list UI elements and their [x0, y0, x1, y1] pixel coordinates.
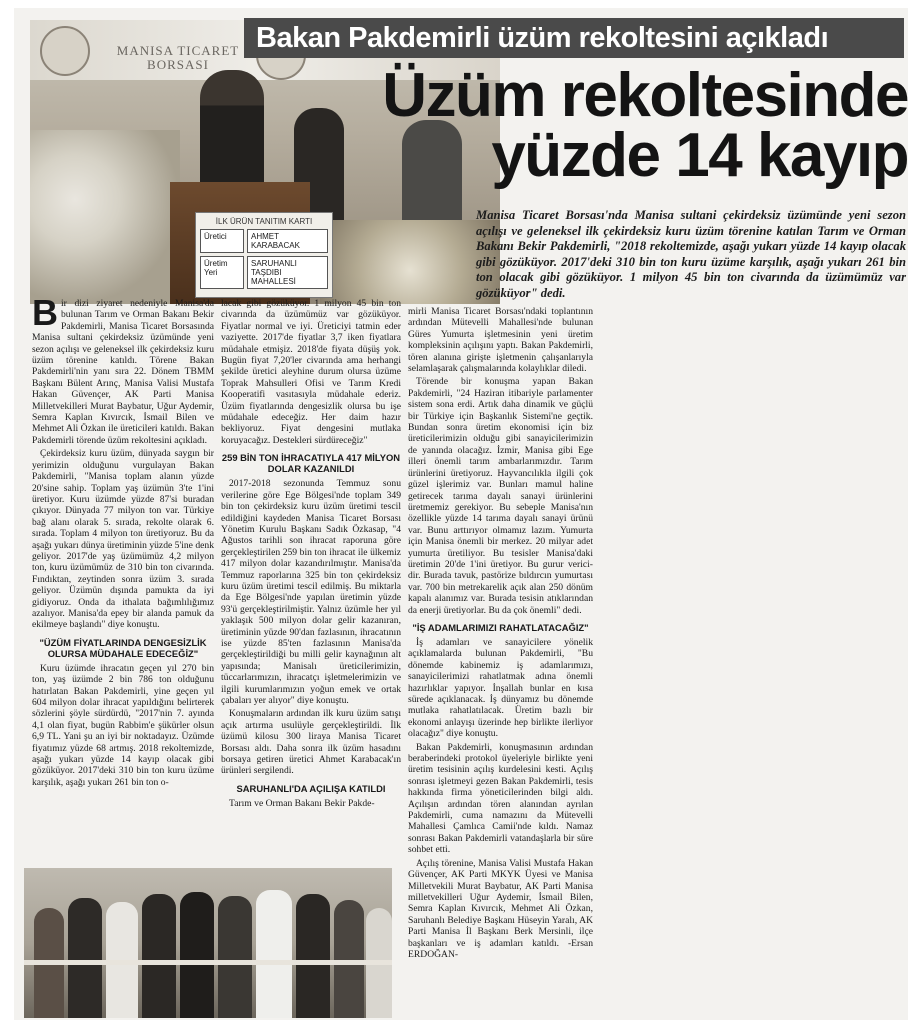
- card-row: [200, 256, 328, 289]
- subheading: "İŞ ADAMLARIMIZI RAHATLATACAĞIZ": [412, 621, 589, 633]
- article-column-2: [221, 298, 401, 811]
- attendee-figure: [334, 900, 364, 1018]
- photo-banner-text: MANISA TICARET BORSASI: [116, 43, 240, 72]
- paragraph: Kuru üzümde ihracatın geçen yıl 270 bin ton, yaş üzümde 2 bin 786 ton olduğunu hatırlatan Bakan Pakdemirli, yine geçen yıl 604 milyon dolar ihracat yapıldığını belirterek sözlerini şöyle sürdürdü, "2017'nin 7. ayında 4,1 olan fiyat, bugün Rabbim'e şükürler olsun 6,9 TL. Yani şu an iyi bir noktadayız. Üzümde fiyatımız yüzde 68 artmış. 2018 rekoltemizde, aşağı yukarı yüzde 14 kayıp olacak gibi gözüküyor. 2017'deki 310 bin ton kuru üzüme karşılık, aşağı yukarı 261 bin ton o-: [32, 662, 214, 788]
- article-column-1: [32, 292, 214, 790]
- kicker-bar: [244, 18, 904, 58]
- attendee-figure: [142, 894, 176, 1018]
- drop-cap: B: [32, 292, 58, 333]
- speaker-figure: [200, 70, 264, 188]
- lede-paragraph: Manisa Ticaret Borsası'nda Manisa sultani çekirdeksiz üzümünde yeni sezon açılışı ve geleneksel ilk çekirdeksiz kuru üzüm törenine katılan Tarım ve Orman Bakanı Bekir Pakdemirli, "2018 rekoltemizde, aşağı yukarı yüzde 14 kayıp olacak gibi gözüküyor. 2017'deki 310 bin ton kuru üzüme karşılık, aşağı yukarı 261 bin ton olacak gibi gözüküyor. 1 milyon 45 bin ton civarında da üzümümüz var gözüküyor" dedi.: [476, 208, 906, 300]
- card-title: İLK ÜRÜN TANITIM KARTI: [215, 217, 313, 226]
- flower-display: [30, 130, 180, 304]
- attendee-figure: [296, 894, 330, 1018]
- ribbon-cutting-photo: [24, 868, 392, 1018]
- paragraph: Tarım ve Orman Bakanı Bekir Pakde-: [229, 797, 375, 809]
- attendee-figure: [256, 890, 292, 1018]
- product-card: [195, 212, 333, 298]
- paragraph: Törende bir konuşma yapan Bakan Pakdemirli, "24 Haziran itibariyle parlamenter sistem sona erdi. Artık daha dinamik ve güçlü bir Türkiye için Başkanlık Sistemi'ne geçtik. Bundan sonra üretim ekonomisi için biz üreticilerimizin olduğu gibi sanayicilerimizin de yanında olacağız. İzmir, Manisa gibi Ege illeri önemli tarım ambarlarımızdır. Tarım ürünlerini üretiyoruz. Hayvancılıkla ilgili çok güzel işlerimiz var. Bunları mamul haline getirecek tarıma dayalı sanayi ürünlerini üretmemiz gerekiyor. Bu sebeple Manisa'nın özellikle yüzde 14 tarıma dayalı sanayi ürünü var. Bunu arttırıyor olmamız lazım. Yumurta için Manisa önemli bir merkez. 20 milyar adet yumurta üretiliyor. Bu tesisler Manisa'daki üretimin 20'de 1'ini üretiyor. Bu gurur verici-dir. Burada tavuk, pastörize bıldırcın yumurtası var. 700 bin metrekarelik açık alan 250 dönüm kapalı alanımız var. Burada tesisin atıklarından da enerji üretiyorlar. Bu da çok önemli" dedi.: [408, 376, 593, 616]
- card-value: SARUHANLI TAŞDIBI MAHALLESİ: [247, 256, 328, 289]
- newspaper-page: [14, 8, 908, 1020]
- paragraph: lacak gibi gözüküyor. 1 milyon 45 bin ton civarında da üzümümüz var gözüküyor. Fiyatlar normal ve iyi. Üreticiyi tatmin eder vaziyette. 2017'de fiyatlar 3,7 iken fiyatlara müdahale etmişiz. 2018'de fiyata düşüş yok. Bugün fiyat 7,20'ler civarında ama herhangi şekilde üretici aleyhine durum olursa üzüme Toprak Mahsulleri Ofisi ve Tarım Kredi Kooperatifi vasıtasıyla müdahale ederiz. Üzüm fiyatlarında dengesizlik olursa bu işe müdahale edeceğiz. Her daim hazır bekliyoruz. Fiyat dengesini mutlaka koruyacağız. Destekleri sürdüreceğiz": [221, 298, 401, 446]
- card-label: Üretim Yeri: [200, 256, 244, 289]
- paragraph-text: ir dizi ziyaret nedeniyle Manisa'da bulunan Tarım ve Orman Bakanı Bekir Pakdemirli, Manisa Ticaret Borsasında Manisa sultani çekirdeksiz üzümünde yeni sezon açılışı ve geleneksel ilk çekirdeksiz kuru üzüm törenine katıldı. Törene Bakan Pakdemirli'nin yanı sıra 22. Dönem TBMM Başkanı Bülent Arınç, Manisa Valisi Mustafa Hakan Güvençer, AK Parti Manisa Milletvekilleri Murat Baybatur, Uğur Aydemir, Semra Kaplan Kıvırcık, İsmail Bilen ve Mehmet Ali Özkan ile üreticileri katıldı. Bakan Pakdemirli törende üzüm rekoltesini açıkladı.: [32, 298, 214, 446]
- paragraph: [32, 292, 214, 446]
- card-row: [200, 229, 328, 253]
- subheading: SARUHANLI'DA AÇILIŞA KATILDI: [236, 782, 386, 794]
- paragraph: Konuşmaların ardından ilk kuru üzüm satışı açık artırma usulüyle gerçekleştirildi. İlk üzümü kilosu 300 liraya Manisa Ticaret Borsası aldı. Daha sonra ilk üzüm hasadını borsaya getiren üretici Ahmet Karabacak'ın ürünleri sergilendi.: [221, 708, 401, 777]
- attendee-figure: [68, 898, 102, 1018]
- seal-icon: [40, 26, 90, 76]
- headline-line: yüzde 14 kayıp: [491, 121, 908, 190]
- article-column-3: [408, 306, 593, 962]
- paragraph: Bakan Pakdemirli, konuşmasının ardından beraberindeki protokol üyeleriyle birlikte yeni üretim tesisinin açılış kurdelesini kesti. Açılış sonrası işletmeyi gezen Bakan Pakdemirli, tesis hakkında firma yöneticilerinden bilgi aldı. Açılışın ardından tören alanından ayrılan Pakdemirli, cuma namazını da Mütevelli Mahallesi Çamlıca Camii'nde kıldı. Namaz sonrası Bakan Pakdemirli vatandaşlarla bir süre sohbet etti.: [408, 741, 593, 856]
- card-value: AHMET KARABACAK: [247, 229, 328, 253]
- paragraph: 2017-2018 sezonunda Temmuz sonu verilerine göre Ege Bölgesi'nde toplam 349 bin ton çekirdeksiz kuru üzüm üretimi tescil edildiğini kaydeden Manisa Ticaret Borsası Yönetim Kurulu Başkanı Sadık Özkasap, "4 Ağustos tarihli son ihracat raporuna göre gerçekleştirilen 259 bin ton ihracat ile ülkemiz 417 milyon dolar kazandırılmıştır. Manisa'da Temmuz raporlarına 325 bin ton çekirdeksiz kuru üzüm üretimi tescil edilmiş. Bu miktarla da Ege Bölgesi'nde yapılan üretimin yüzde 93'ü gerçekleştirilmiştir. Yalnız üzümle her yıl yaklaşık 500 milyon dolar gelir kazanıran, üretiminin yüzde 90'dan fazlasının, ihracatının ise yüzde 85'ten fazlasının Manisa'da gerçekleştirildiği bu milli gelir kaynağının alt yapısında; Manisalı üreticilerimizin, tüccarlarımızın, ihracatçı işletmelerimizin ve ilgili kurumlarımızın yoğun emek ve ortak çabaları yer alıyor" diye konuştu.: [221, 478, 401, 706]
- paragraph: mirli Manisa Ticaret Borsası'ndaki toplantının ardından Mütevelli Mahallesi'nde bulunan Güres Yumurta işletmesinin yeni üretim kompleksinin açılışını yaptı. Bakan Pakdemirli, tören alanına girişte işletmenin çalışanlarıyla selamlaşarak çalışmalarında kolaylıklar diledi.: [408, 306, 593, 375]
- kicker-text: Bakan Pakdemirli üzüm rekoltesini açıkladı: [256, 22, 829, 54]
- card-label: Üretici: [200, 229, 244, 253]
- paragraph: İş adamları ve sanayicilere yönelik açıklamalarda bulunan Pakdemirli, "Bu dönemde kabinemiz iş adamlarımızı, sanayicilerimizi rahatlatmak adına önemli hazırlıklar yapıyor. İnşallah bunlar en kısa sürede açıklanacak. İş dünyamız bu dönemde mutlaka rahatlatılacak. Üretim bazlı bir ekonomi anlayışı üzerinde hep birlikte ilerliyor olacağız" diye konuştu.: [408, 636, 593, 740]
- headline-line: Üzüm rekoltesinde: [382, 61, 908, 130]
- paragraph: Açılış törenine, Manisa Valisi Mustafa Hakan Güvençer, AK Parti MKYK Üyesi ve Manisa Milletvekili Murat Baybatur, AK Parti Manisa milletvekilleri Uğur Aydemir, İsmail Bilen, Semra Kaplan Kıvırcık, Mehmet Ali Özkan, Saruhanlı Belediye Başkanı Hüseyin Yaralı, AK Parti Manisa İl Başkanı Berk Mersinli, ilçe başkanları ve iş adamları katıldı. -Ersan ERDOĞAN-: [408, 857, 593, 960]
- attendee-figure: [180, 892, 214, 1018]
- subheading: 259 BİN TON İHRACATIYLA 417 MİLYON DOLAR KAZANILDI: [221, 452, 401, 475]
- grape-display: [320, 220, 500, 304]
- attendee-figure: [218, 896, 252, 1018]
- paragraph: Çekirdeksiz kuru üzüm, dünyada saygın bir yerimizin olduğunu vurgulayan Bakan Pakdemirli, "Manisa toplam alanın yüzde 20'sine sahip. Toplam yaş üzümün 3'te 1'ini üretiyor. Kuru üzümde yüzde 87'si buradan çıkıyor. Dünyada 77 milyon ton var. Türkiye bağ alanı olarak 5. sırada, rekolte olarak 6. sırada. Toplam 4 milyon ton üretiyoruz. Bu da aşağı yukarı dünya üretiminin yüzde 5'ine denk geliyor. 2017'de yaş üzümümüz 4,2 milyon ton, kuru üzümümüz de 310 bin ton civarında. Fındıktan, zeytinden sonra üzüm 3. sırada geliyor. Üzümün dışında pamukta da iyi gidiyoruz. Onda da ithalata bağımlılığımız azalıyor. Manisa'da epey bir alanda pamuk da ekilmeye başlandı" diye konuştu.: [32, 448, 214, 631]
- headline: [360, 61, 908, 190]
- ribbon: [24, 960, 392, 965]
- subheading: "ÜZÜM FİYATLARINDA DENGESİZLİK OLURSA MÜDAHALE EDECEĞİZ": [39, 636, 207, 659]
